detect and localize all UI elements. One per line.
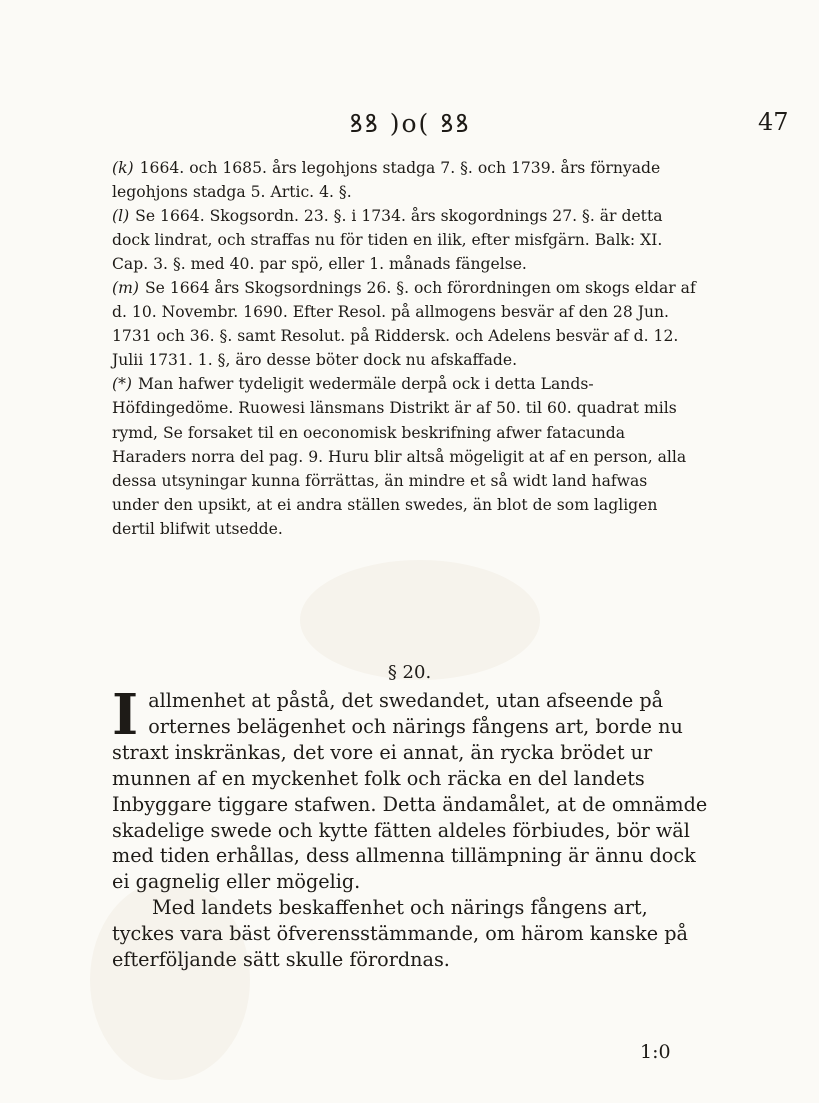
footnote-m [112, 276, 696, 372]
footnote-k [112, 156, 696, 204]
footnote-text: Se 1664. Skogsordn. 23. §. i 1734. års skogordnings 27. §. är detta dock lindrat, och straffas nu för tiden en ilik, efter misfgärn. Balk: XI. Cap. 3. §. med 40. par spö, eller 1. månads fängelse. [112, 207, 663, 274]
footnote-marker: (k) [112, 159, 134, 177]
main-text [112, 682, 712, 973]
section-heading: § 20. [387, 662, 432, 683]
footnotes [112, 156, 696, 541]
footnote-l [112, 204, 696, 276]
footnote-marker: (*) [112, 375, 132, 394]
page-number: 47 [758, 108, 789, 136]
footnote-asterisk [112, 372, 696, 540]
paragraph [112, 895, 712, 973]
paragraph-text: Med landets beskaffenhet och närings fångens art, tyckes vara bäst öfverensstämmande, om härom kanske på efterföljande sätt skulle förordnas. [112, 896, 688, 972]
footnote-marker: (m) [112, 279, 139, 298]
footnote-text: Se 1664 års Skogsordnings 26. §. och förordningen om skogs eldar af d. 10. Novembr. 1690. Efter Resol. på allmogens besvär af den 28 Jun. 1731 och 36. §. samt Resolut. på Riddersk. och Adelens besvär af d. 12. Julii 1731. 1. §, äro desse böter dock nu afskaffade. [112, 279, 696, 370]
catchword: 1:0 [640, 1041, 671, 1063]
running-head: ꝸꝸ )o( ꝸꝸ [349, 109, 471, 138]
footnote-text: 1664. och 1685. års legohjons stadga 7. §. och 1739. års förnyade legohjons stadga 5. Artic. 4. §. [112, 159, 661, 202]
drop-cap: I [112, 682, 139, 748]
page-header [0, 104, 819, 144]
paragraph-text: allmenhet at påstå, det swedandet, utan afseende på orternes belägenhet och närings fångens art, borde nu straxt inskränkas, det vore ei annat, än rycka brödet ur munnen af en myckenhet folk och räcka en del landets Inbyggare tiggare stafwen. Detta ändamålet, at de omnämde skadelige swede och kytte fätten aldeles förbiudes, bör wäl med tiden erhållas, dess allmenna tillämpning är ännu dock ei gagnelig eller mögelig. [112, 689, 708, 894]
footnote-text: Man hafwer tydeligit wedermäle derpå ock i detta Lands-Höfdingedöme. Ruowesi länsmans Distrikt är af 50. til 60. quadrat mils rymd, Se forsaket til en oeconomisk beskrifning afwer fatacunda Haraders norra del pag. 9. Huru blir altså mögeligit at af en person, alla dessa utsyningar kunna förrättas, än mindre et så widt land hafwas under den upsikt, at ei andra ställen swedes, än blot de som lagligen dertil blifwit utsedde. [112, 375, 687, 538]
footnote-marker: (l) [112, 207, 130, 226]
paragraph [112, 682, 712, 895]
